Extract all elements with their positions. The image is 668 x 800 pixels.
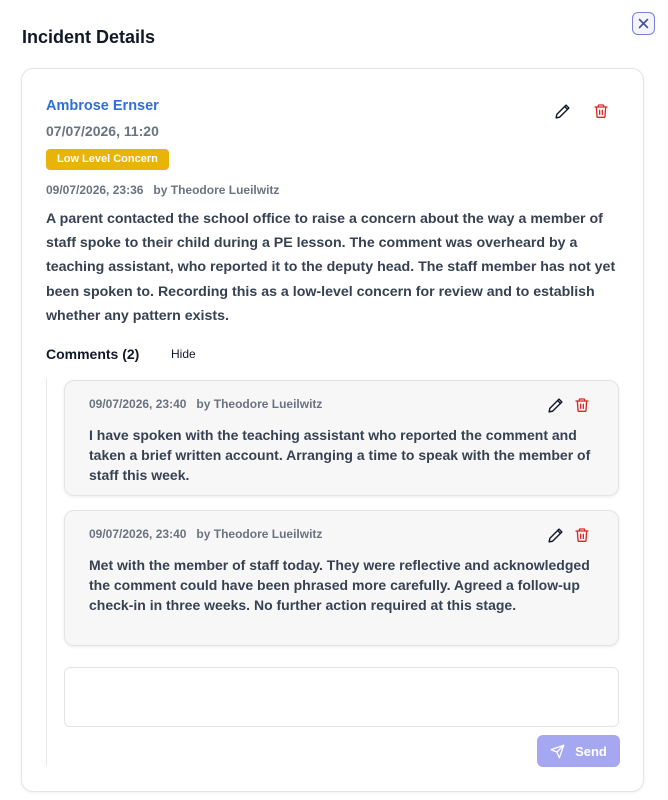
- send-label: Send: [575, 743, 607, 759]
- comment-timestamp: 09/07/2026, 23:40: [89, 527, 187, 541]
- comment-item: [64, 380, 619, 496]
- delete-comment-button[interactable]: [571, 394, 593, 416]
- comment-text: I have spoken with the teaching assistant who reported the comment and taken a brief written account. Arranging a time to speak with the member of staff this week.: [89, 427, 591, 484]
- logged-timestamp: 09/07/2026, 23:36: [46, 183, 144, 197]
- pencil-icon: [547, 527, 564, 544]
- concern-level-badge: Low Level Concern: [46, 149, 169, 170]
- incident-meta: [46, 183, 279, 197]
- pencil-icon: [547, 397, 564, 414]
- comment-timestamp: 09/07/2026, 23:40: [89, 397, 187, 411]
- close-icon: [638, 18, 649, 29]
- comment-text: Met with the member of staff today. They were reflective and acknowledged the comment could have been phrased more carefully. Agreed a follow-up check-in in three weeks. No further action required at this stage.: [89, 557, 590, 614]
- comment-meta: [89, 527, 322, 541]
- logged-author: by Theodore Lueilwitz: [153, 183, 280, 197]
- comment-author: by Theodore Lueilwitz: [196, 527, 323, 541]
- incident-description: A parent contacted the school office to raise a concern about the way a member of staff spoke to their child during a PE lesson. The comment was overheard by a teaching assistant, who reported it to the deputy head. The staff member has not yet been spoken to. Recording this as a low-level concern for review and to establish whether any pattern exists.: [46, 211, 616, 324]
- delete-comment-button[interactable]: [571, 524, 593, 546]
- trash-icon: [574, 527, 590, 543]
- comments-heading: Comments (2): [46, 346, 140, 362]
- incident-date: 07/07/2026, 11:20: [46, 123, 159, 139]
- edit-comment-button[interactable]: [544, 394, 566, 416]
- modal-title: Incident Details: [22, 27, 156, 47]
- hide-comments-button[interactable]: Hide: [171, 347, 196, 361]
- thread-line: [46, 378, 47, 766]
- comment-item: [64, 510, 619, 646]
- reporter-name[interactable]: Ambrose Ernser: [46, 98, 159, 114]
- incident-card: [21, 68, 644, 792]
- edit-comment-button[interactable]: [544, 524, 566, 546]
- edit-incident-button[interactable]: [551, 100, 573, 122]
- comment-author: by Theodore Lueilwitz: [196, 397, 323, 411]
- delete-incident-button[interactable]: [590, 100, 612, 122]
- send-button[interactable]: [537, 735, 620, 767]
- comment-input[interactable]: [64, 667, 619, 727]
- send-icon: [550, 744, 565, 759]
- trash-icon: [593, 103, 609, 119]
- trash-icon: [574, 397, 590, 413]
- close-button[interactable]: [632, 12, 655, 35]
- pencil-icon: [554, 103, 571, 120]
- comment-meta: [89, 397, 322, 411]
